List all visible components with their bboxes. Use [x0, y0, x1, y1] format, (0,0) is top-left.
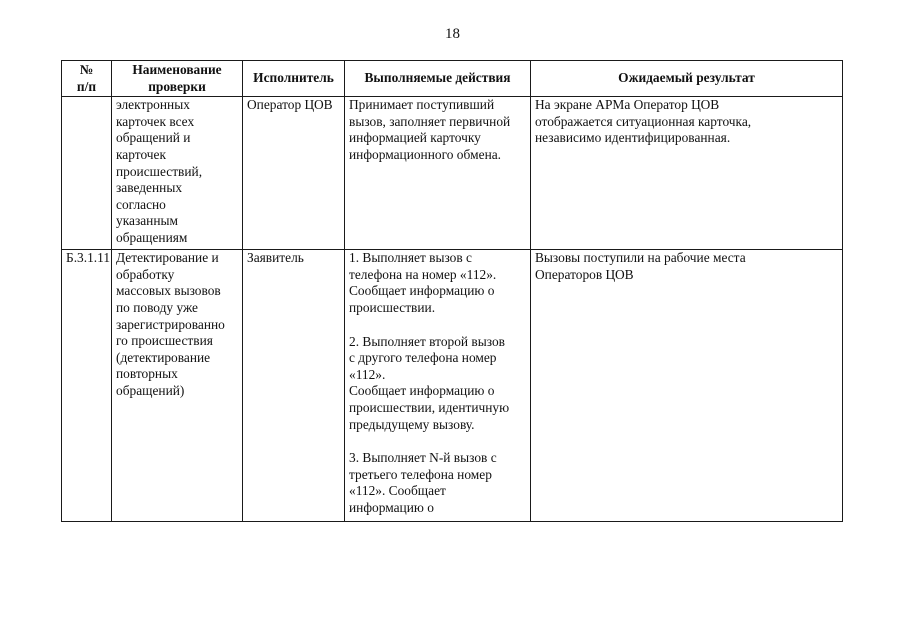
header-result: Ожидаемый результат	[531, 61, 843, 97]
action-spacer	[349, 433, 526, 450]
table-row	[62, 250, 843, 522]
table-header-row	[62, 61, 843, 97]
cell-result: Вызовы поступили на рабочие места Операторов ЦОВ	[531, 250, 843, 522]
action-step-3: 3. Выполняет N-й вызов с третьего телефона номер «112». Сообщает информацию о	[349, 450, 497, 515]
cell-executor: Заявитель	[243, 250, 345, 522]
action-step-1: 1. Выполняет вызов с телефона на номер «112». Сообщает информацию о происшествии.	[349, 250, 497, 315]
header-num-line2: п/п	[76, 78, 97, 94]
cell-num: Б.3.1.11	[62, 250, 112, 522]
cell-name: электронных карточек всех обращений и карточек происшествий, заведенных согласно указанным обращениям	[112, 97, 243, 250]
cell-num	[62, 97, 112, 250]
action-spacer	[349, 317, 526, 334]
header-num-line1: №	[79, 62, 94, 77]
cell-actions	[345, 97, 531, 250]
page-number: 18	[445, 26, 460, 42]
check-table	[61, 60, 843, 522]
header-num	[62, 61, 112, 97]
header-actions: Выполняемые действия	[345, 61, 531, 97]
header-name-line2: проверки	[148, 78, 206, 94]
action-step: Принимает поступивший вызов, заполняет первичной информацией карточку информационного обмена.	[349, 97, 511, 162]
cell-executor: Оператор ЦОВ	[243, 97, 345, 250]
action-step-2: 2. Выполняет второй вызов с другого телефона номер «112». Сообщает информацию о происшествии, идентичную предыдущему вызову.	[349, 333, 510, 432]
cell-name: Детектирование и обработку массовых вызовов по поводу уже зарегистрированно го происшествия (детектирование повторных обращений)	[112, 250, 243, 522]
header-name-line1: Наименование	[132, 62, 222, 77]
header-executor: Исполнитель	[243, 61, 345, 97]
table-row	[62, 97, 843, 250]
header-name	[112, 61, 243, 97]
cell-result: На экране АРМа Оператор ЦОВ отображается ситуационная карточка, независимо идентифицированная.	[531, 97, 843, 250]
cell-actions	[345, 250, 531, 522]
